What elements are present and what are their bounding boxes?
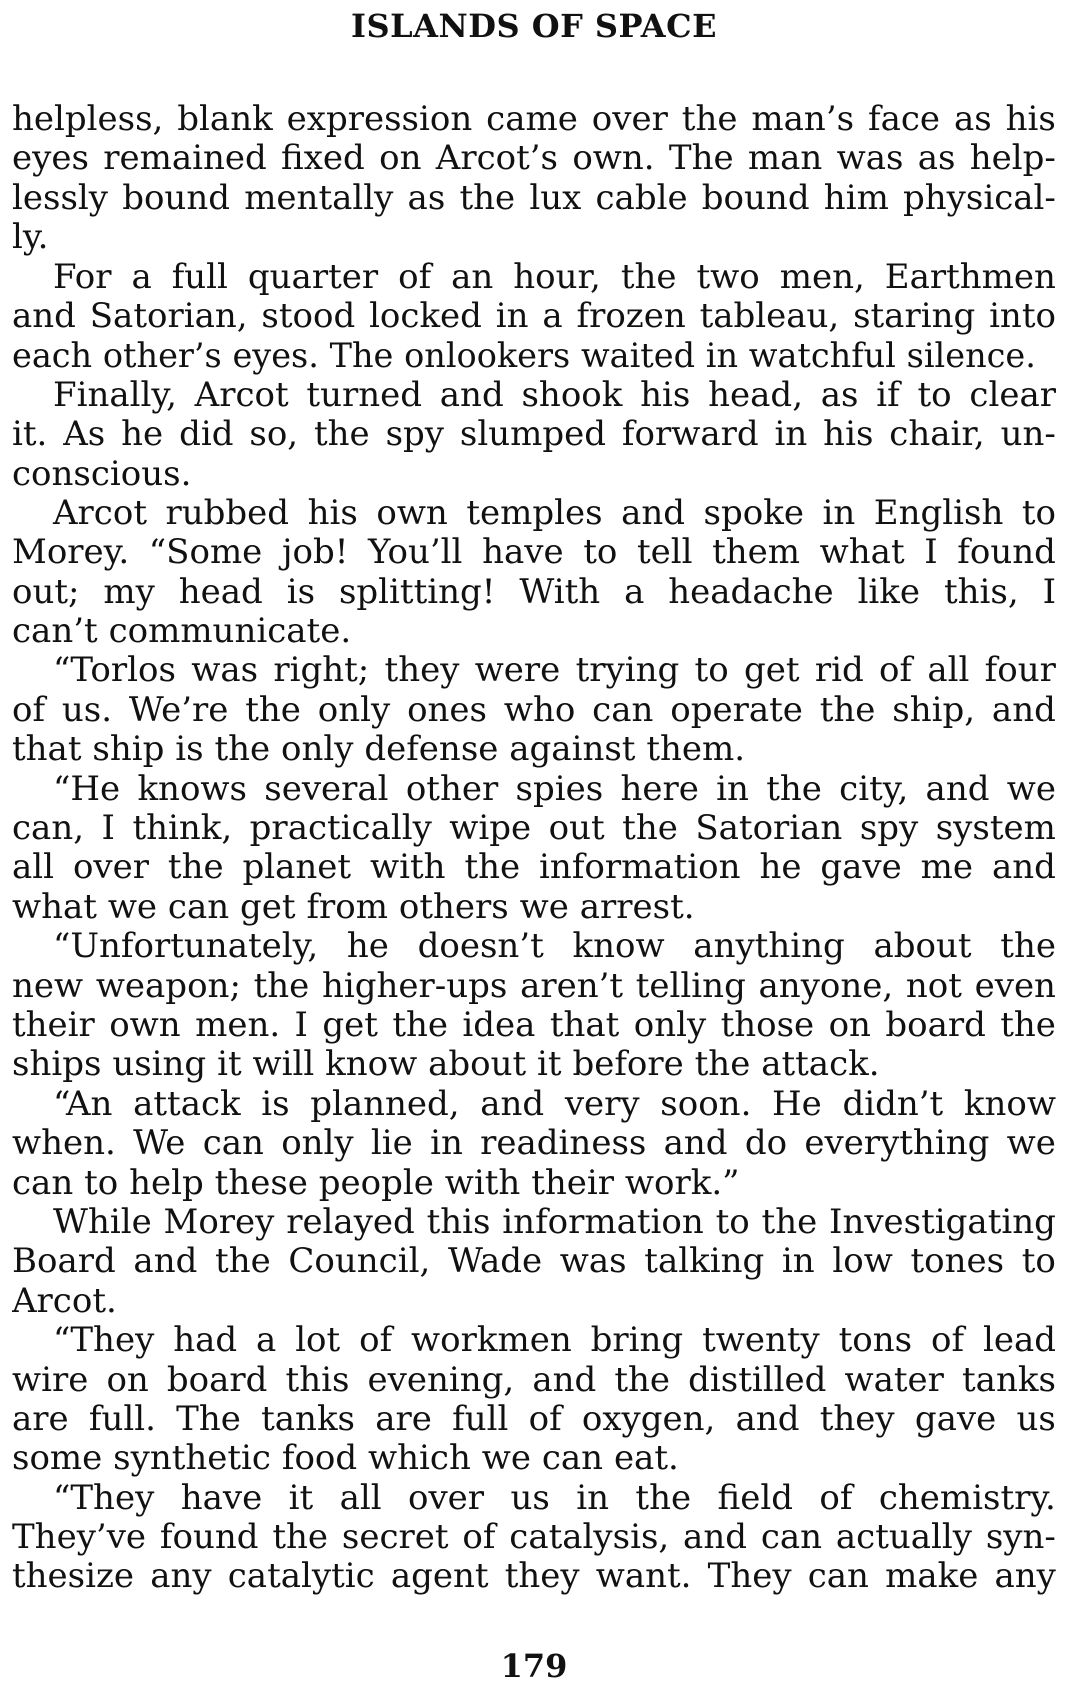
text-line: are full. The tanks are full of oxygen, and they gave us (12, 1399, 1056, 1439)
text-line: ships using it will know about it before the attack. (12, 1045, 880, 1085)
text-line: can’t communicate. (12, 612, 352, 652)
text-line: Finally, Arcot turned and shook his head, as if to clear (53, 375, 1056, 415)
text-line: of us. We’re the only ones who can operate the ship, and (12, 690, 1056, 730)
text-line: thesize any catalytic agent they want. They can make any (12, 1557, 1056, 1597)
text-line: can, I think, practically wipe out the Satorian spy system (12, 809, 1056, 849)
text-line: “Unfortunately, he doesn’t know anything about the (53, 927, 1056, 967)
text-line: “They had a lot of workmen bring twenty tons of lead (53, 1321, 1056, 1361)
text-line: what we can get from others we arrest. (12, 887, 695, 927)
text-line: “They have it all over us in the field of chemistry. (53, 1478, 1056, 1518)
text-line: “Torlos was right; they were trying to get rid of all four (53, 651, 1056, 691)
text-line: wire on board this evening, and the distilled water tanks (12, 1360, 1056, 1400)
text-line: out; my head is splitting! With a headache like this, I (12, 572, 1056, 612)
text-line: all over the planet with the information he gave me and (12, 848, 1056, 888)
text-line: when. We can only lie in readiness and do everything we (12, 1124, 1056, 1164)
text-line: some synthetic food which we can eat. (12, 1439, 679, 1479)
text-line: that ship is the only defense against them. (12, 730, 746, 770)
text-line: helpless, blank expression came over the man’s face as his (12, 100, 1056, 139)
text-line: can to help these people with their work.” (12, 1163, 740, 1203)
text-line: it. As he did so, the spy slumped forward in his chair, un- (12, 415, 1056, 455)
text-line: new weapon; the higher-ups aren’t telling anyone, not even (12, 966, 1056, 1006)
text-line: and Satorian, stood locked in a frozen tableau, staring into (12, 296, 1056, 336)
text-line: Arcot rubbed his own temples and spoke in English to (53, 493, 1056, 533)
text-line: conscious. (12, 454, 192, 494)
text-line: Board and the Council, Wade was talking in low tones to (12, 1242, 1056, 1282)
text-line: Arcot. (12, 1281, 117, 1321)
text-line: “He knows several other spies here in the city, and we (53, 769, 1056, 809)
body-text (12, 100, 1056, 1597)
text-line: They’ve found the secret of catalysis, and can actually syn- (12, 1518, 1056, 1558)
text-line: “An attack is planned, and very soon. He didn’t know (53, 1084, 1056, 1124)
text-line: lessly bound mentally as the lux cable bound him physical- (12, 178, 1056, 218)
text-line: eyes remained fixed on Arcot’s own. The man was as help- (12, 139, 1056, 179)
text-line: While Morey relayed this information to the Investigating (53, 1202, 1056, 1242)
page-number: 179 (500, 1647, 568, 1685)
text-line: For a full quarter of an hour, the two men, Earthmen (53, 257, 1056, 297)
text-line: their own men. I get the idea that only those on board the (12, 1005, 1056, 1045)
text-line: Morey. “Some job! You’ll have to tell them what I found (12, 533, 1056, 573)
running-head: ISLANDS OF SPACE (351, 7, 717, 45)
text-line: ly. (12, 218, 49, 258)
text-line: each other’s eyes. The onlookers waited in watchful silence. (12, 336, 1036, 376)
